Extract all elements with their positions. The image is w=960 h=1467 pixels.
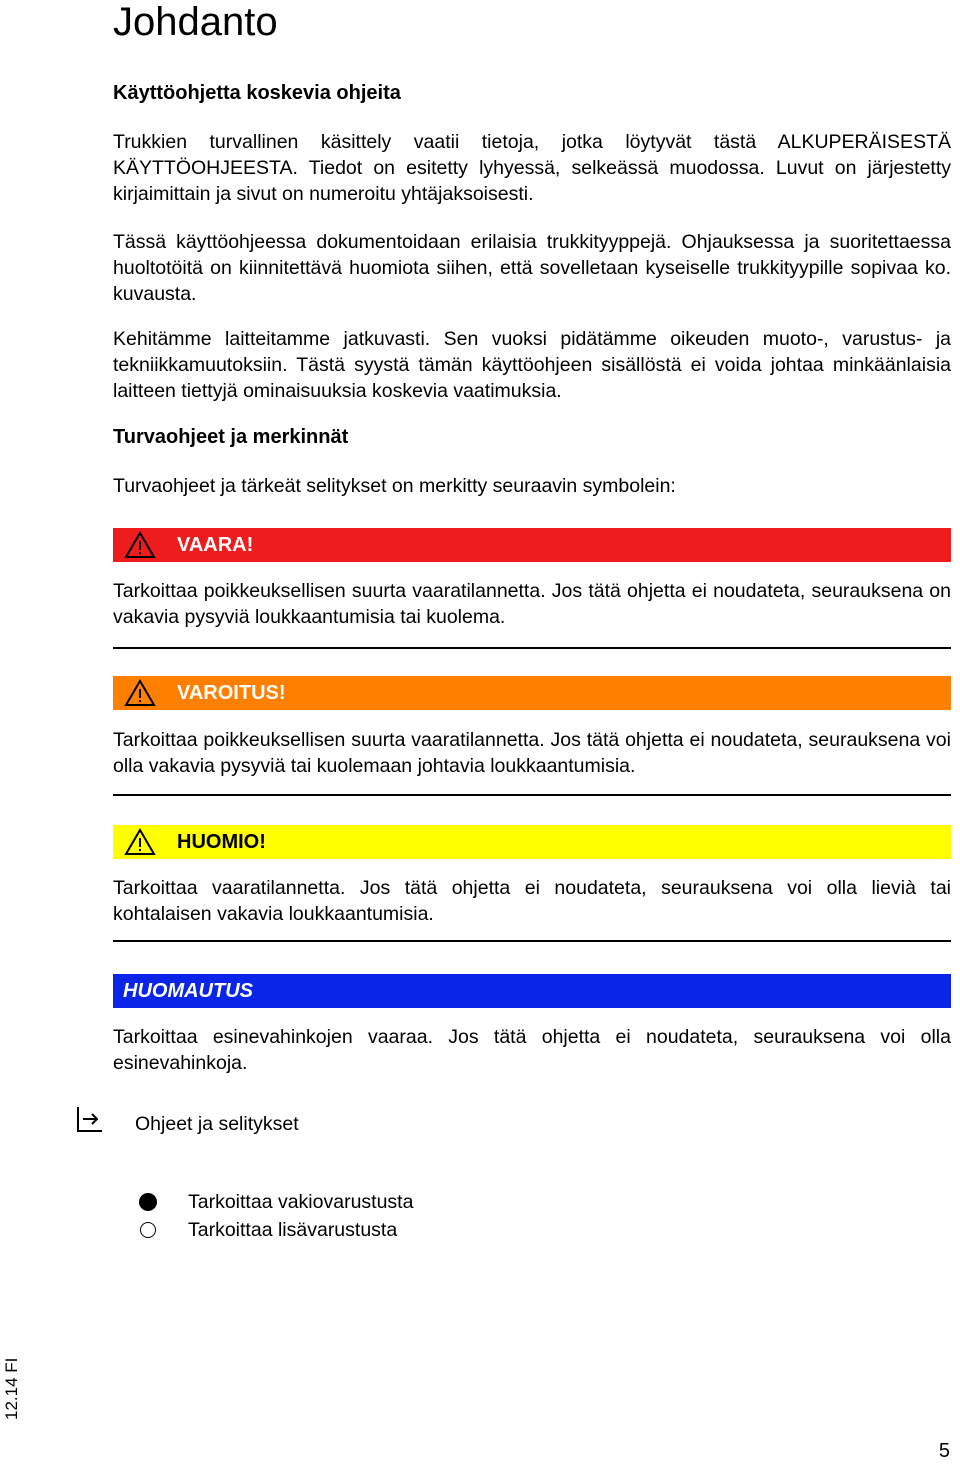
warning-triangle-icon <box>123 825 157 859</box>
document-code: 12.14 FI <box>2 1357 21 1420</box>
danger-text: Tarkoittaa poikkeuksellisen suurta vaaratilannetta. Jos tätä ohjetta ei noudateta, seurauksena on vakavia pysyviä loukkaantumisia tai kuolema. <box>113 580 951 628</box>
caution-banner <box>113 825 951 859</box>
empty-circle-icon <box>138 1220 158 1240</box>
warning-text: Tarkoittaa poikkeuksellisen suurta vaaratilannetta. Jos tätä ohjetta ei noudateta, seurauksena voi olla vakavia pysyviä tai kuolemaan johtavia loukkaantumisia. <box>113 729 951 777</box>
divider <box>113 647 951 649</box>
divider <box>113 794 951 796</box>
legend-item-optional <box>138 1217 397 1243</box>
danger-label: VAARA! <box>177 533 254 556</box>
caution-text: Tarkoittaa vaaratilannetta. Jos tätä ohjetta ei noudateta, seurauksena voi olla lievià tai kohtalaisen vakavia loukkaantumisia. <box>113 877 951 925</box>
divider <box>113 940 951 942</box>
paragraph-development: Kehitämme laitteitamme jatkuvasti. Sen vuoksi pidätämme oikeuden muoto-, varustus- ja tekniikkamuutoksiin. Tästä syystä tämän käyttöohjeen sisällöstä ei voida johtaa minkäänlaisia laitteen tiettyjä ominaisuuksia koskevia vaatimuksia. <box>113 328 951 402</box>
notice-text: Tarkoittaa esinevahinkojen vaaraa. Jos tätä ohjetta ei noudateta, seurauksena voi olla esinevahinkoja. <box>113 1026 951 1074</box>
legend-text: Tarkoittaa vakiovarustusta <box>188 1191 414 1213</box>
section-heading-manual: Käyttöohjetta koskevia ohjeita <box>113 82 401 104</box>
notice-banner <box>113 974 951 1008</box>
section-heading-safety: Turvaohjeet ja merkinnät <box>113 426 349 448</box>
page-number: 5 <box>938 1440 950 1462</box>
filled-circle-icon <box>138 1192 158 1212</box>
paragraph-intro: Trukkien turvallinen käsittely vaatii tietoja, jotka löytyvät tästä ALKUPERÄISESTÄ KÄYTTÖOHJEESTA. Tiedot on esitetty lyhyessä, selkeässä muodossa. Luvut on järjestetty kirjaimittain ja sivut on numeroitu yhtäjaksoisesti. <box>113 131 951 205</box>
paragraph-safety-intro: Turvaohjeet ja tärkeät selitykset on merkitty seuraavin symbolein: <box>113 475 676 497</box>
warning-triangle-icon <box>123 528 157 562</box>
notice-label: HUOMAUTUS <box>123 979 253 1002</box>
paragraph-truck-types: Tässä käyttöohjeessa dokumentoidaan erilaisia trukkityyppejä. Ohjauksessa ja suoritettaessa huoltotöitä on kiinnitettävä huomiota siihen, että sovelletaan kyseiselle trukkityypille sopivaa ko. kuvausta. <box>113 231 951 305</box>
legend-text: Tarkoittaa lisävarustusta <box>188 1219 398 1241</box>
danger-banner <box>113 528 951 562</box>
warning-label: VAROITUS! <box>177 681 286 704</box>
arrow-box-icon <box>76 1105 104 1133</box>
warning-banner <box>113 676 951 710</box>
page-title: Johdanto <box>113 0 278 44</box>
instructions-label: Ohjeet ja selitykset <box>135 1113 299 1135</box>
legend-item-standard <box>138 1189 413 1215</box>
caution-label: HUOMIO! <box>177 830 266 853</box>
warning-triangle-icon <box>123 676 157 710</box>
